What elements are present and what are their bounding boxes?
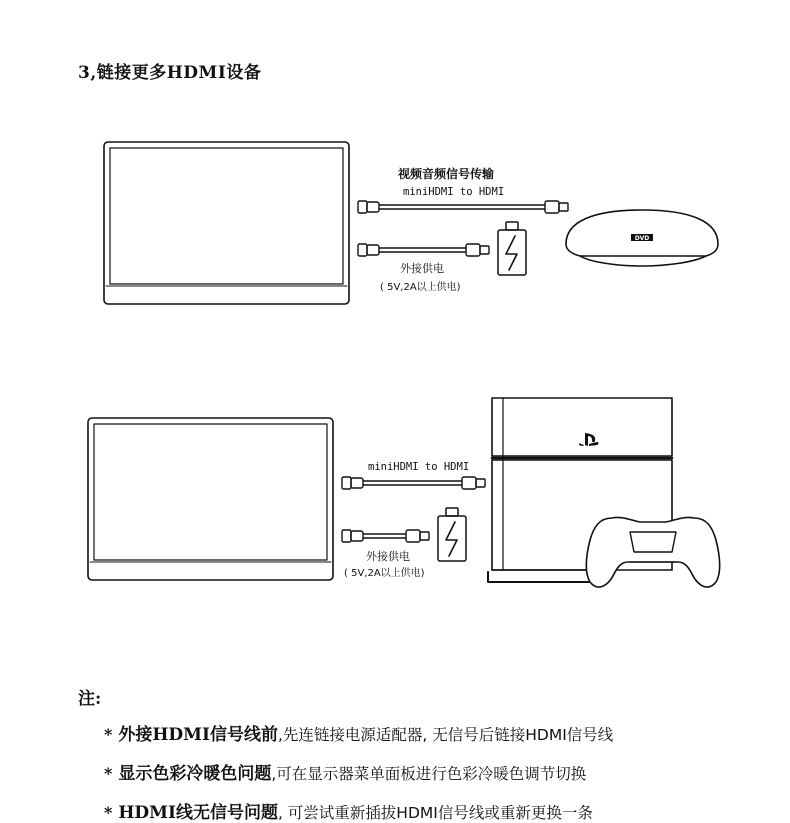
cable-title-1: 视频音频信号传输 (398, 167, 495, 181)
note-text: , 可尝试重新插拔HDMI信号线或重新更换一条 (277, 804, 593, 822)
note-bullet: * (104, 803, 113, 822)
note-bold-text: HDMI线无信号问题 (118, 803, 278, 823)
tv-box-logo: DVD (634, 235, 650, 242)
hdmi-cable-1 (358, 201, 568, 213)
hdmi-cable-2 (342, 477, 485, 489)
notes-title: 注: (78, 689, 102, 709)
note-item (104, 798, 593, 823)
power-spec-2: ( 5V,2A以上供电) (344, 568, 425, 579)
note-bold-text: 显示色彩冷暖色问题 (118, 764, 272, 784)
note-text: ,可在显示器菜单面板进行色彩冷暖色调节切换 (271, 765, 587, 783)
note-bullet: * (104, 764, 113, 783)
note-item (104, 759, 586, 784)
power-adapter-icon-1 (498, 222, 526, 275)
note-bullet: * (104, 725, 113, 744)
gamepad-controller (586, 517, 720, 587)
note-bold-text: 外接HDMI信号线前 (118, 725, 278, 745)
power-spec-1: ( 5V,2A以上供电) (380, 282, 461, 293)
power-cable-2 (342, 530, 429, 542)
note-item (104, 720, 613, 745)
power-label-1: 外接供电 (400, 262, 444, 275)
playstation-logo-icon (579, 433, 599, 446)
cable-label-1: miniHDMI to HDMI (403, 186, 505, 198)
power-adapter-icon-2 (438, 508, 466, 561)
section-heading: 3,链接更多HDMI设备 (78, 63, 262, 83)
note-text: ,先连链接电源适配器, 无信号后链接HDMI信号线 (277, 726, 614, 744)
cable-label-2: miniHDMI to HDMI (368, 461, 470, 473)
power-label-2: 外接供电 (366, 550, 410, 563)
power-cable-1 (358, 244, 489, 256)
portable-monitor-1 (104, 142, 349, 304)
portable-monitor-2 (88, 418, 333, 580)
